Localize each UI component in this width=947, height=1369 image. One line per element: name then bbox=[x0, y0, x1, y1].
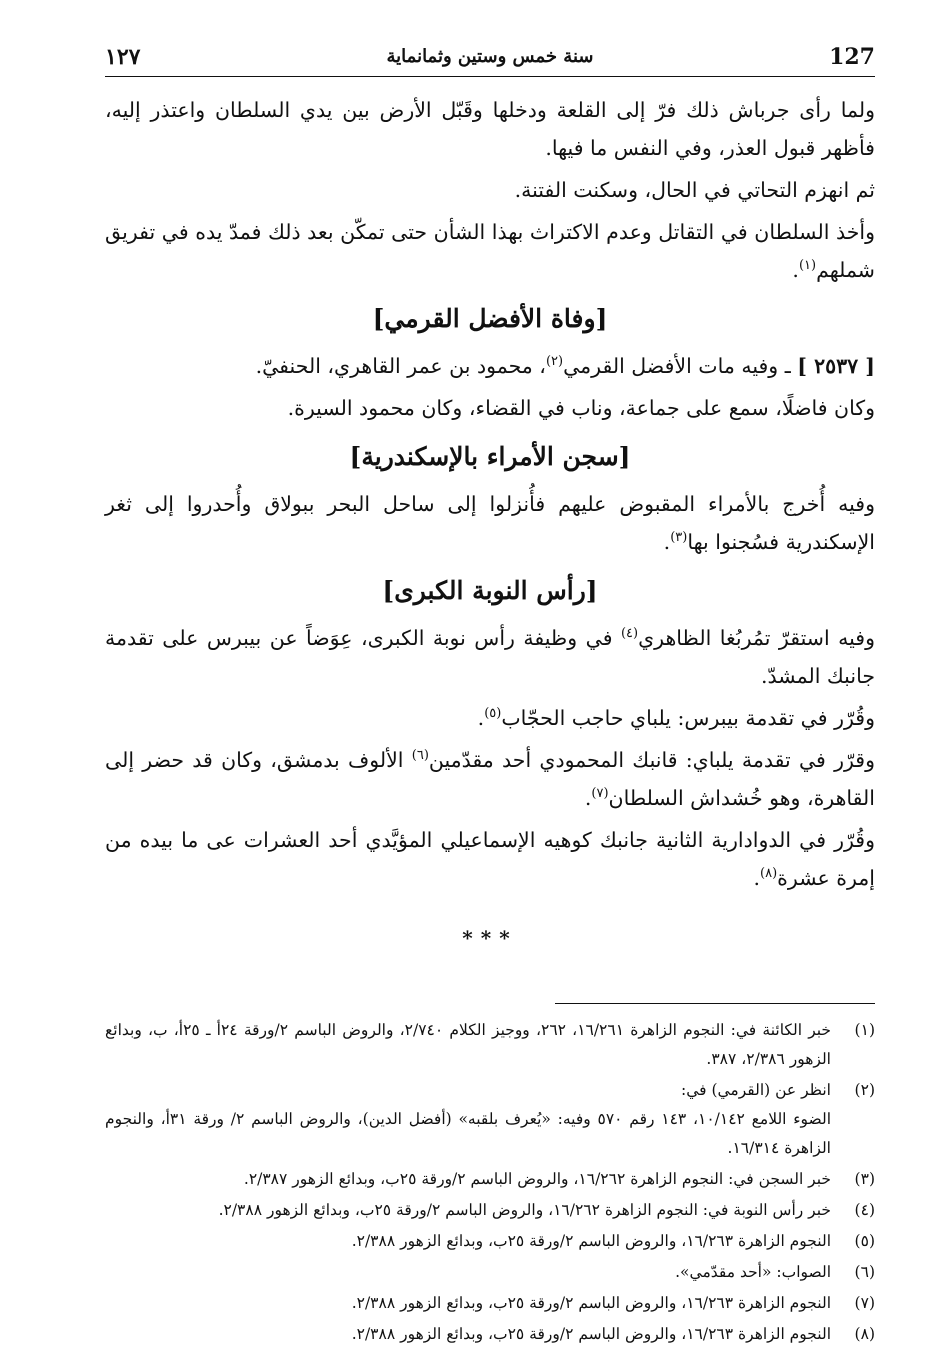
section-divider-stars: *** bbox=[462, 926, 518, 950]
running-header bbox=[105, 40, 875, 77]
footnote-text bbox=[105, 1016, 831, 1074]
footnote-item bbox=[105, 1258, 875, 1287]
section-title: [سجن الأمراء بالإسكندرية] bbox=[349, 442, 631, 471]
paragraph: وكان فاضلًا، سمع على جماعة، وناب في القضاء، وكان محمود السيرة. bbox=[287, 396, 875, 420]
footnote-text bbox=[105, 1320, 831, 1349]
paragraph-text: وفيه أُخرج بالأمراء المقبوض عليهم فأُنزلوا إلى ساحل البحر ببولاق وأُحدروا إلى ثغر الإسكندرية فسُجنوا بها bbox=[105, 492, 875, 554]
footnote-marker: (٥) bbox=[484, 706, 502, 722]
footnote-number: (٤) bbox=[854, 1201, 875, 1219]
footnote-item bbox=[105, 1196, 875, 1225]
entry-number: [ ٢٥٣٧ ] bbox=[797, 354, 875, 378]
paragraph bbox=[105, 741, 875, 817]
page-number-latin: 127 bbox=[829, 44, 875, 70]
footnote-marker: (٣) bbox=[670, 530, 688, 546]
footnote-text bbox=[105, 1227, 831, 1256]
footnote-line: خبر الكائنة في: النجوم الزاهرة ١٦/٢٦١، ٢٦٢، ووجيز الكلام ٢/٧٤٠، والروض الباسم ٢/ورقة ٢٤أ ـ ٢٥أ، ب، وبدائع الزهور ٢/٣٨٦، ٣٨٧. bbox=[105, 1021, 832, 1068]
footnote-line: خبر السجن في: النجوم الزاهرة ١٦/٢٦٢، والروض الباسم ٢/ورقة ٢٥ب، وبدائع الزهور ٢/٣٨٧. bbox=[243, 1170, 831, 1188]
paragraph-text: ـ وفيه مات الأفضل القرمي bbox=[563, 354, 791, 378]
footnote-number: (٦) bbox=[854, 1263, 875, 1281]
paragraph-tail: . bbox=[792, 258, 799, 282]
paragraph: ولما رأى جرباش ذلك فرّ إلى القلعة ودخلها وقَبّل الأرض بين يدي السلطان واعتذر إليه، فأظهر قبول العذر، وفي النفس ما فيها. bbox=[105, 98, 875, 160]
paragraph-text: الألوف بدمشق، وكان قد حضر إلى القاهرة، وهو خُشداش السلطان bbox=[105, 748, 875, 810]
footnote-number: (٣) bbox=[854, 1170, 875, 1188]
footnote-text bbox=[105, 1258, 831, 1287]
paragraph bbox=[105, 821, 875, 897]
paragraph-text: في وظيفة رأس نوبة الكبرى، عِوَضاً عن بيبرس على تقدمة جانبك المشدّ. bbox=[105, 626, 875, 688]
footnote-item bbox=[105, 1289, 875, 1318]
paragraph-tail: . bbox=[753, 866, 761, 890]
footnote-line: انظر عن (القرمي) في: bbox=[680, 1081, 831, 1099]
footnote-number: (٨) bbox=[854, 1325, 875, 1343]
paragraph-text: وفيه استقرّ تمُربُغا الظاهري bbox=[638, 626, 875, 650]
paragraph-tail: . bbox=[477, 706, 485, 730]
footnote-number: (٧) bbox=[854, 1294, 875, 1312]
footnote-line: الضوء اللامع ١٠/١٤٢، ١٤٣ رقم ٥٧٠ وفيه: «يُعرف بلقبه» (أفضل الدين)، والروض الباسم ٢/ ورقة ٣١أ، والنجوم الزاهرة ١٦/٣١٤. bbox=[105, 1110, 832, 1157]
footnote-number: (١) bbox=[854, 1021, 875, 1039]
paragraph bbox=[105, 213, 875, 289]
paragraph-text: وأخذ السلطان في التقاتل وعدم الاكتراث بهذا الشأن حتى تمكّن بعد ذلك فمدّ يده في تفريق شملهم bbox=[105, 220, 875, 282]
footnote-item bbox=[105, 1320, 875, 1349]
footnote-line: النجوم الزاهرة ١٦/٢٦٣، والروض الباسم ٢/ورقة ٢٥ب، وبدائع الزهور ٢/٣٨٨. bbox=[351, 1232, 831, 1250]
footnote-text bbox=[105, 1165, 831, 1194]
footnote-separator bbox=[555, 1003, 875, 1004]
footnote-marker: (١) bbox=[798, 258, 817, 274]
paragraph-tail: . bbox=[584, 786, 592, 810]
paragraph bbox=[105, 699, 875, 737]
footnote-marker: (٧) bbox=[591, 786, 609, 802]
footnotes bbox=[105, 1016, 875, 1349]
footnote-marker: (٢) bbox=[545, 354, 564, 370]
paragraph bbox=[105, 619, 875, 695]
footnote-line: النجوم الزاهرة ١٦/٢٦٣، والروض الباسم ٢/ورقة ٢٥ب، وبدائع الزهور ٢/٣٨٨. bbox=[351, 1325, 831, 1343]
paragraph-text: وقُرّر في الدوادارية الثانية جانبك كوهيه الإسماعيلي المؤيَّدي أحد العشرات عى ما بيده من إمرة عشرة bbox=[105, 828, 875, 890]
footnote-line: خبر رأس النوبة في: النجوم الزاهرة ١٦/٢٦٢، والروض الباسم ٢/ورقة ٢٥ب، وبدائع الزهور ٢/٣٨٨. bbox=[218, 1201, 831, 1219]
footnote-number: (٢) bbox=[854, 1081, 875, 1099]
entry-paragraph bbox=[105, 347, 875, 385]
footnote-text bbox=[105, 1289, 831, 1318]
page-number-arabic: ١٢٧ bbox=[105, 44, 141, 70]
footnote-line: الصواب: «أحد مقدّمي». bbox=[675, 1263, 831, 1281]
paragraph-tail: . bbox=[663, 530, 671, 554]
footnote-item bbox=[105, 1076, 875, 1163]
footnote-marker: (٤) bbox=[620, 626, 639, 642]
footnote-item bbox=[105, 1016, 875, 1074]
footnote-marker: (٦) bbox=[411, 748, 429, 764]
paragraph-text: ، محمود بن عمر القاهري، الحنفيّ. bbox=[255, 354, 546, 378]
footnote-marker: (٨) bbox=[760, 866, 778, 882]
footnote-line: النجوم الزاهرة ١٦/٢٦٣، والروض الباسم ٢/ورقة ٢٥ب، وبدائع الزهور ٢/٣٨٨. bbox=[351, 1294, 831, 1312]
main-text bbox=[105, 91, 875, 957]
section-title: [رأس النوبة الكبرى] bbox=[382, 576, 598, 605]
paragraph-text: وقُرّر في تقدمة بيبرس: يلباي حاجب الحجّاب bbox=[501, 706, 875, 730]
footnote-text bbox=[105, 1076, 831, 1163]
book-page bbox=[105, 40, 875, 1351]
footnote-item bbox=[105, 1165, 875, 1194]
running-title: سنة خمس وستين وثمانماية bbox=[386, 46, 594, 67]
paragraph-text: وقرّر في تقدمة يلباي: قانبك المحمودي أحد مقدّمين bbox=[428, 748, 875, 772]
footnote-item bbox=[105, 1227, 875, 1256]
paragraph: ثم انهزم التحاتي في الحال، وسكنت الفتنة. bbox=[514, 178, 875, 202]
paragraph bbox=[105, 485, 875, 561]
footnote-number: (٥) bbox=[854, 1232, 875, 1250]
section-title: [وفاة الأفضل القرمي] bbox=[372, 304, 608, 333]
footnote-text bbox=[105, 1196, 831, 1225]
